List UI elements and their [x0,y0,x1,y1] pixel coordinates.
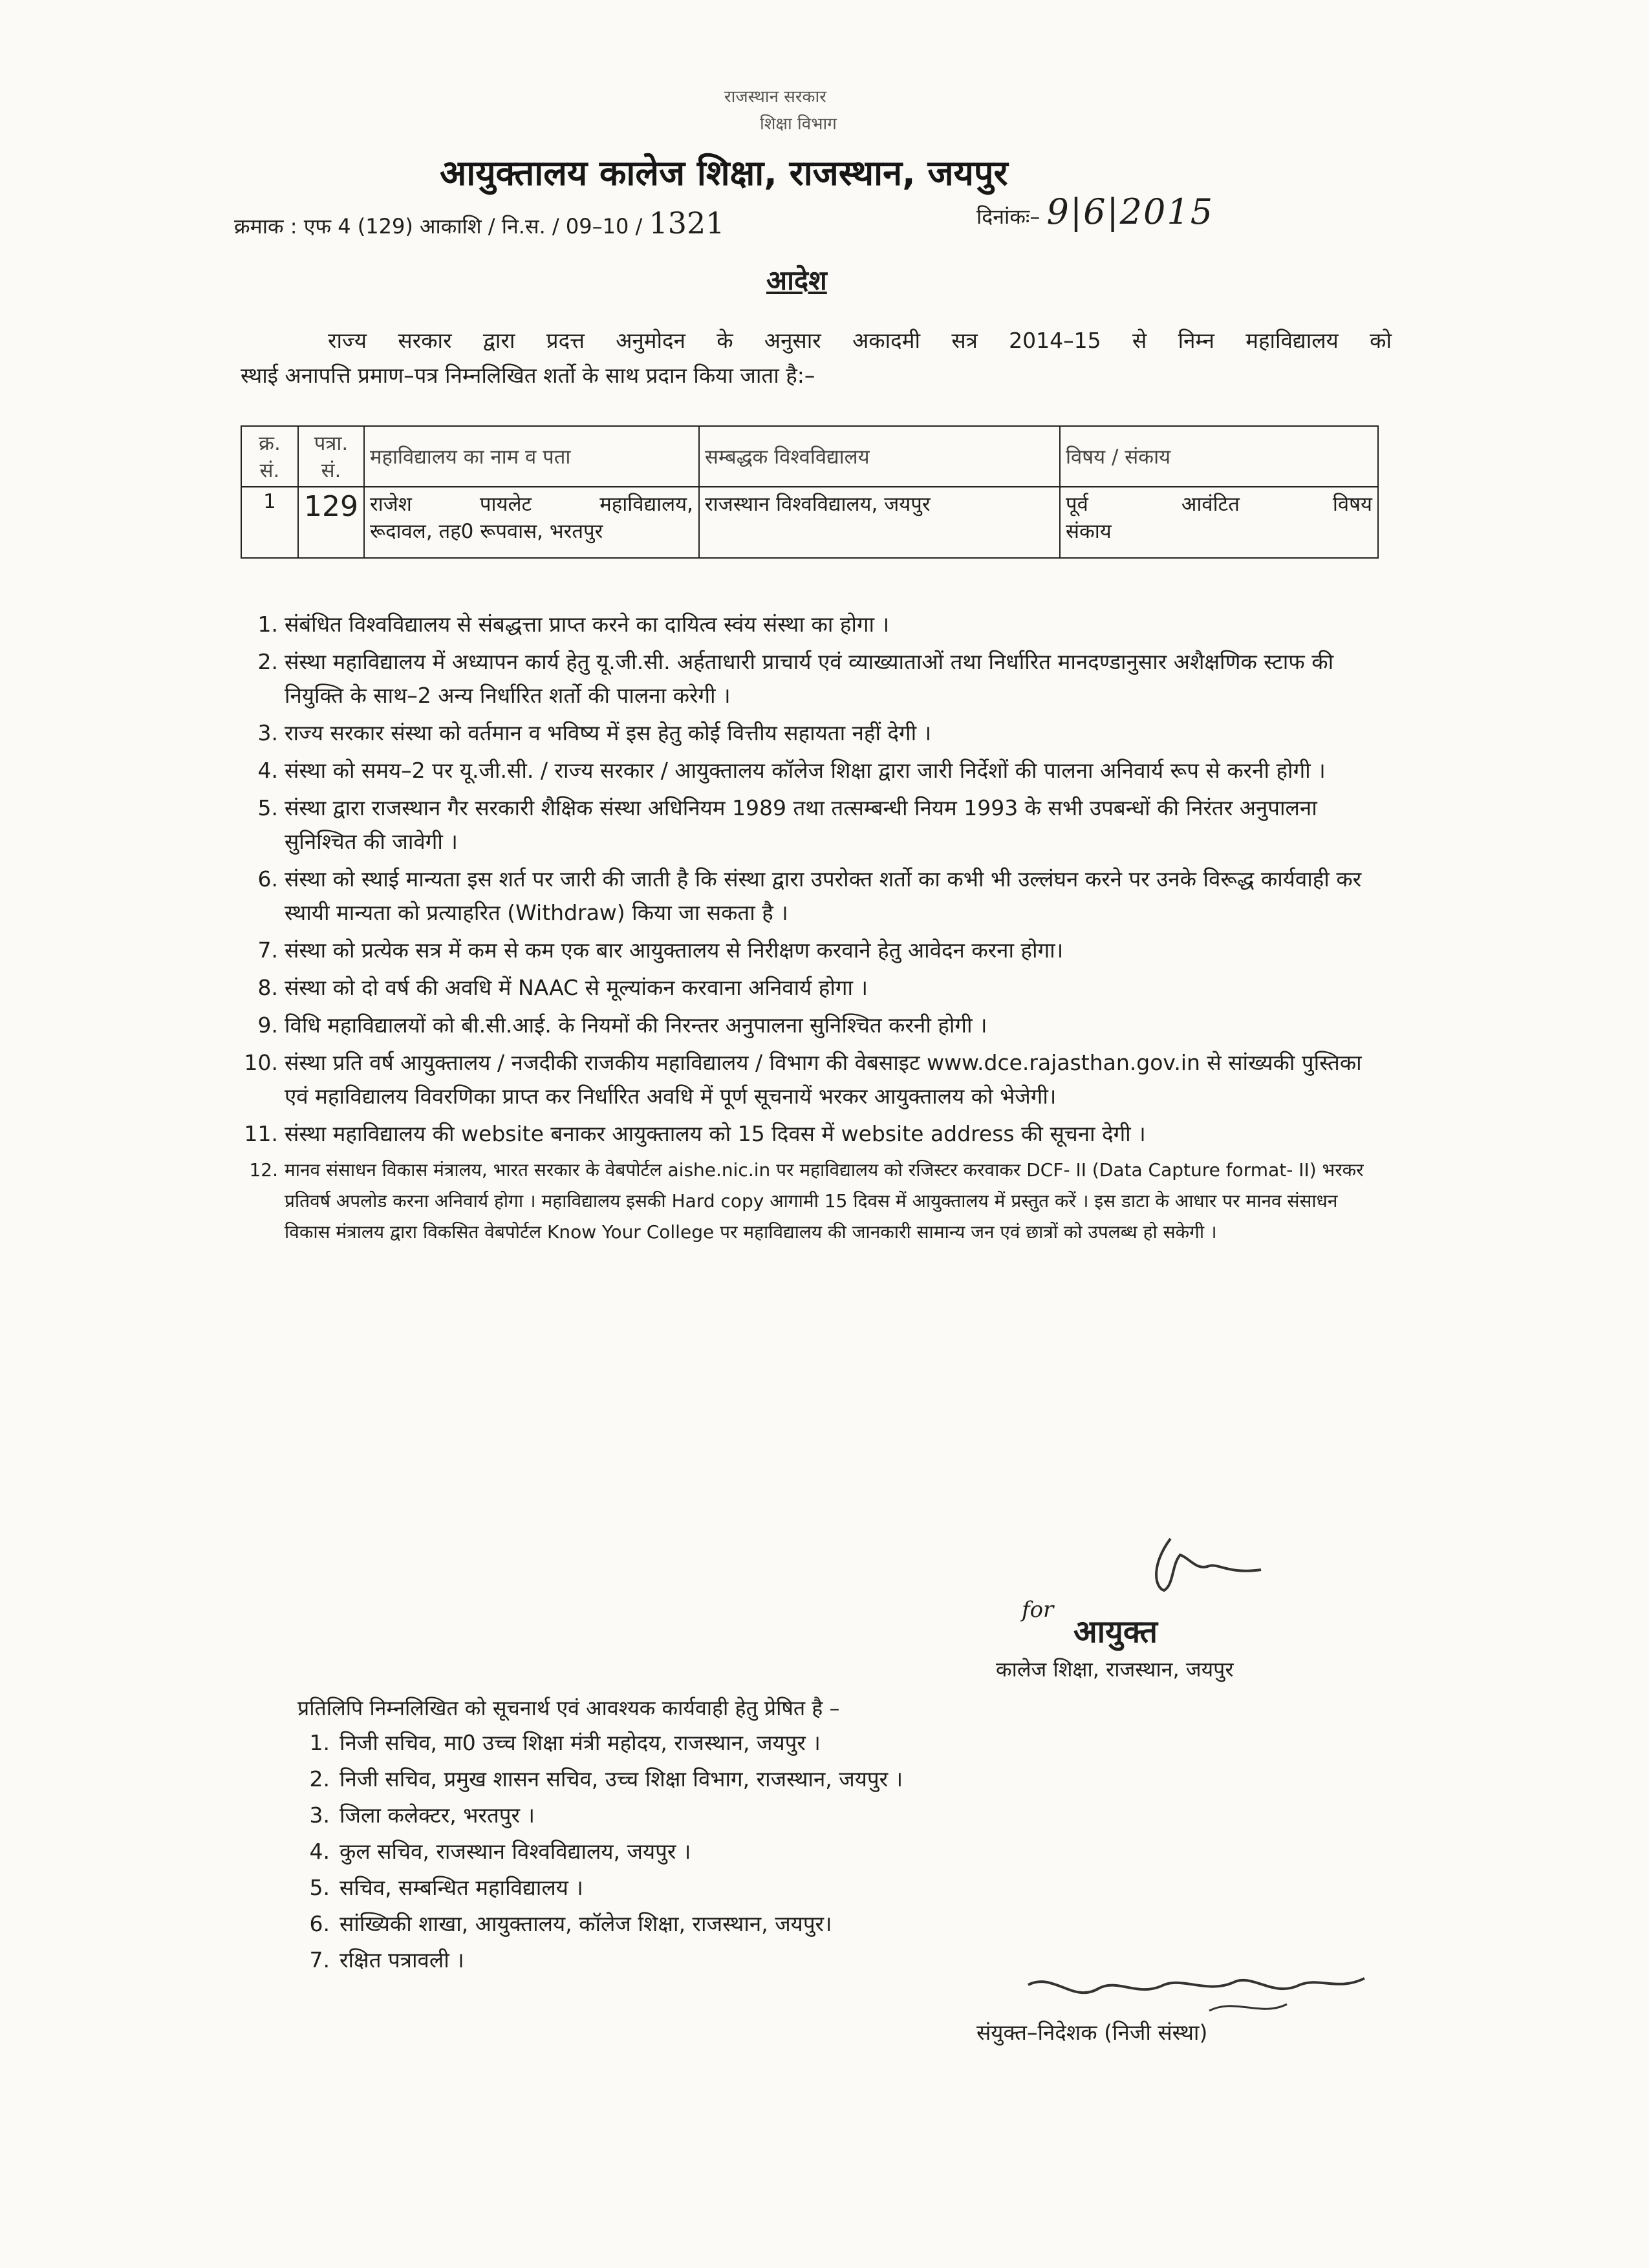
item-text: राज्य सरकार संस्था को वर्तमान व भविष्य में इस हेतु कोई वित्तीय सहायता नहीं देगी । [285,720,932,745]
item-text: मानव संसाधन विकास मंत्रालय, भारत सरकार के वेबपोर्टल aishe.nic.in पर महाविद्यालय को रजिस्टर करवाकर DCF- II (Data Capture format- II) भरकर प्रतिवर्ष अपलोड करना अनिवार्य होगा । महाविद्यालय इसकी Hard copy आगामी 15 दिवस में आयुक्तालय में प्रस्तुत करें । इस डाटा के आधार पर मानव संसाधन विकास मंत्रालय द्वारा विकसित वेबपोर्टल Know Your College पर महाविद्यालय की जानकारी सामान्य जन एवं छात्रों को उपलब्ध हो सकेगी । [285,1159,1364,1243]
list-item [309,1799,903,1832]
commissioner-title: आयुक्त [1073,1614,1158,1650]
header-university: सम्बद्धक विश्वविद्यालय [699,426,1060,487]
signature-for: for [1022,1597,1054,1623]
item-text: संस्था महाविद्यालय की website बनाकर आयुक्तालय को 15 दिवस में website address की सूचना देगी । [285,1121,1146,1146]
header-file-no: पत्रा. सं. [298,426,364,487]
government-name: राजस्थान सरकार [724,87,826,107]
subject-line-1: पूर्व आवंटित विषय [1065,493,1372,516]
subject-line-2: संकाय [1065,520,1112,543]
date-line [976,191,1214,232]
intro-paragraph [241,323,1392,393]
college-address: रूदावल, तह0 रूपवास, भरतपुर [369,520,603,543]
item-number: 1. [309,1730,330,1755]
item-number: 9. [257,1012,278,1038]
office-heading: आयुक्तालय कालेज शिक्षा, राजस्थान, जयपुर [440,153,1008,193]
item-number: 1. [257,612,278,637]
item-number: 2. [257,649,278,674]
list-item [257,934,1384,967]
item-text: रक्षित पत्रावली । [339,1947,464,1973]
cell-sno: 1 [241,487,298,558]
list-item [257,1009,1384,1042]
item-number: 11. [244,1121,278,1146]
list-item [257,791,1384,859]
item-text: सांख्यिकी शाखा, आयुक्तालय, कॉलेज शिक्षा, राजस्थान, जयपुर। [339,1911,832,1936]
item-number: 12. [249,1159,278,1181]
commissioner-signature-icon [1002,1526,1274,1603]
copy-intro: प्रतिलिपि निम्नलिखित को सूचनार्थ एवं आवश्यक कार्यवाही हेतु प्रेषित है – [297,1696,840,1720]
college-name: राजेश पायलेट महाविद्यालय, [369,493,693,516]
item-text: कुल सचिव, राजस्थान विश्वविद्यालय, जयपुर । [339,1839,691,1864]
item-number: 5. [309,1875,330,1900]
list-item [309,1726,903,1760]
item-text: सचिव, सम्बन्धित महाविद्यालय । [339,1875,583,1900]
list-item [257,971,1384,1005]
joint-director-title: संयुक्त–निदेशक (निजी संस्था) [976,2020,1208,2045]
table-header-row [241,426,1378,487]
conditions-list [244,608,1384,1252]
list-item [244,1117,1384,1151]
header-sno: क्र. सं. [241,426,298,487]
reference-number: 1321 [649,206,725,241]
item-number: 5. [257,795,278,820]
list-item [244,1046,1384,1113]
item-number: 10. [244,1050,278,1075]
item-text: संबंधित विश्वविद्यालय से संबद्धत्ता प्राप्त करने का दायित्व स्वंय संस्था का होगा । [285,612,890,637]
cell-subject [1060,487,1378,558]
item-number: 8. [257,975,278,1000]
item-text: संस्था को दो वर्ष की अवधि में NAAC से मूल्यांकन करवाना अनिवार्य होगा । [285,975,868,1000]
item-number: 3. [257,720,278,745]
cell-university: राजस्थान विश्वविद्यालय, जयपुर [699,487,1060,558]
cell-college [364,487,699,558]
list-item [309,1871,903,1905]
item-text: संस्था महाविद्यालय में अध्यापन कार्य हेतु यू.जी.सी. अर्हताधारी प्राचार्य एवं व्याख्याताओं तथा निर्धारित मानदण्डानुसार अशैक्षणिक स्टाफ की नियुक्ति के साथ–2 अन्य निर्धारित शर्तो की पालना करेगी । [285,649,1334,708]
list-item [309,1907,903,1941]
list-item [257,608,1384,641]
date-value: 9|6|2015 [1046,191,1214,232]
item-number: 6. [309,1911,330,1936]
cell-file-no: 129 [298,487,364,558]
list-item [309,1762,903,1796]
item-text: संस्था को प्रत्येक सत्र में कम से कम एक बार आयुक्तालय से निरीक्षण करवाने हेतु आवेदन करना होगा। [285,937,1064,963]
item-text: निजी सचिव, प्रमुख शासन सचिव, उच्च शिक्षा विभाग, राजस्थान, जयपुर । [339,1766,903,1792]
header-subject: विषय / संकाय [1060,426,1378,487]
item-number: 6. [257,866,278,892]
list-item [257,716,1384,750]
item-number: 2. [309,1766,330,1792]
college-table [241,425,1379,559]
list-item [257,645,1384,712]
item-text: संस्था प्रति वर्ष आयुक्तालय / नजदीकी राजकीय महाविद्यालय / विभाग की वेबसाइट www.dce.rajasthan.gov.in से सांख्यकी पुस्तिका एवं महाविद्यालय विवरणिका प्राप्त कर निर्धारित अवधि में पूर्ण सूचनायें भरकर आयुक्तालय को भेजेगी। [285,1050,1362,1109]
intro-line-1: राज्य सरकार द्वारा प्रदत्त अनुमोदन के अनुसार अकादमी सत्र 2014–15 से निम्न महाविद्यालय को [328,328,1392,353]
list-item [249,1155,1384,1248]
item-number: 4. [309,1839,330,1864]
item-text: संस्था को समय–2 पर यू.जी.सी. / राज्य सरकार / आयुक्तालय कॉलेज शिक्षा द्वारा जारी निर्देशों की पालना अनिवार्य रूप से करनी होगी । [285,758,1326,783]
item-text: संस्था को स्थाई मान्यता इस शर्त पर जारी की जाती है कि संस्था द्वारा उपरोक्त शर्तो का कभी भी उल्लंघन करने पर उनके विरूद्ध कार्यवाही कर स्थायी मान्यता को प्रत्याहरित (Withdraw) किया जा सकता है । [285,866,1362,925]
department-name: शिक्षा विभाग [760,114,837,134]
reference-line [234,206,725,241]
table-row [241,487,1378,558]
item-text: संस्था द्वारा राजस्थान गैर सरकारी शैक्षिक संस्था अधिनियम 1989 तथा तत्सम्बन्धी नियम 1993 के सभी उपबन्धों की निरंतर अनुपालना सुनिश्चित की जावेगी । [285,795,1317,854]
header-college: महाविद्यालय का नाम व पता [364,426,699,487]
commissioner-office: कालेज शिक्षा, राजस्थान, जयपुर [996,1657,1234,1682]
list-item [309,1943,903,1977]
reference-prefix: क्रमाक : एफ 4 (129) आकाशि / नि.स. / 09–10 / [234,214,649,239]
list-item [257,862,1384,930]
list-item [309,1835,903,1868]
item-number: 4. [257,758,278,783]
item-text: विधि महाविद्यालयों को बी.सी.आई. के नियमों की निरन्तर अनुपालना सुनिश्चित करनी होगी । [285,1012,987,1038]
item-text: निजी सचिव, मा0 उच्च शिक्षा मंत्री महोदय, राजस्थान, जयपुर । [339,1730,821,1755]
item-number: 3. [309,1803,330,1828]
list-item [257,754,1384,787]
item-text: जिला कलेक्टर, भरतपुर । [339,1803,535,1828]
item-number: 7. [309,1947,330,1973]
copy-list [309,1726,903,1980]
date-label: दिनांकः– [976,204,1040,229]
item-number: 7. [257,937,278,963]
intro-line-2: स्थाई अनापत्ति प्रमाण–पत्र निम्नलिखित शर्तो के साथ प्रदान किया जाता है:– [241,363,815,388]
order-title: आदेश [766,264,827,296]
